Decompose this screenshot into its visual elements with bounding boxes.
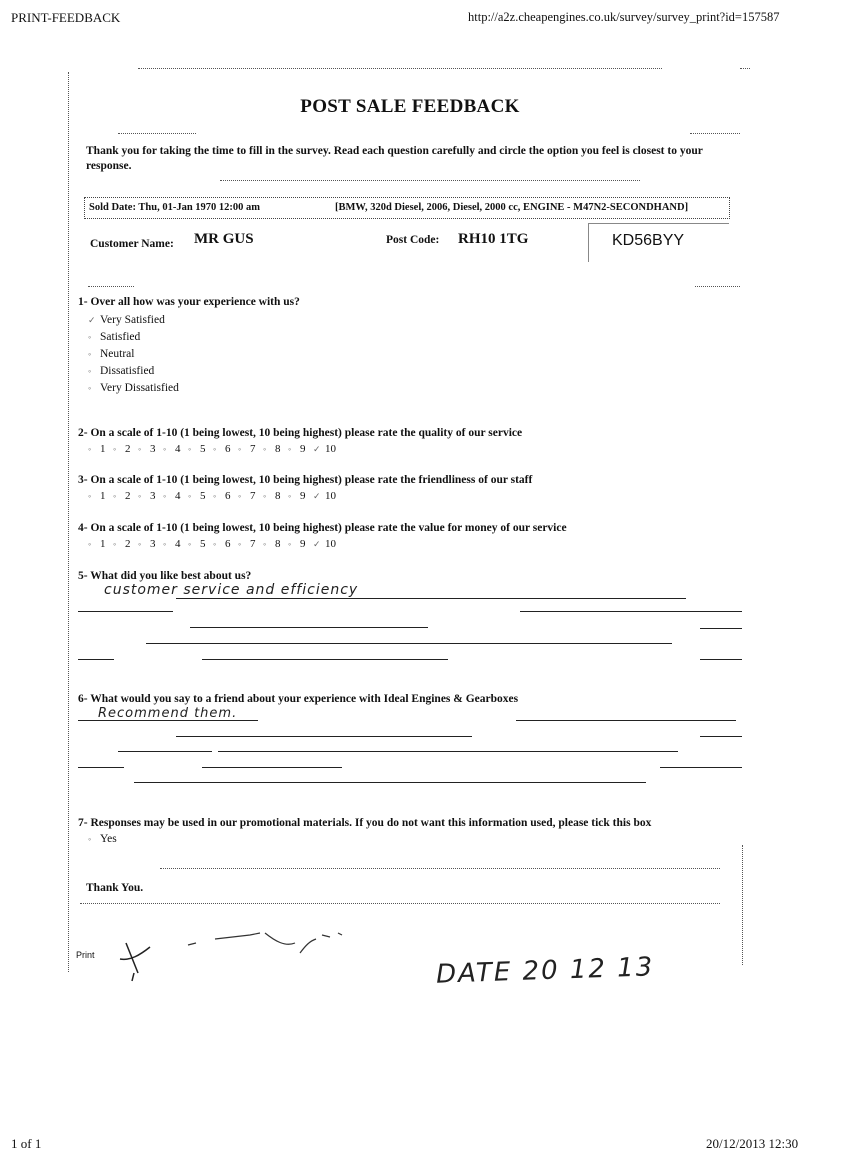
question-6-answer: Recommend them. xyxy=(98,706,238,721)
question-3: 3- On a scale of 1-10 (1 being lowest, 10 being highest) please rate the friendliness of our staff xyxy=(78,474,533,486)
scale-option-selected[interactable]: ✓ 10 xyxy=(313,538,336,550)
frame-right-bottom xyxy=(742,845,743,965)
scale-option[interactable]: ◦ 7 xyxy=(238,490,256,502)
scale-option[interactable]: ◦ 8 xyxy=(263,538,281,550)
scale-option[interactable]: ◦ 3 xyxy=(138,538,156,550)
frame-top-right xyxy=(740,68,750,69)
page-url: http://a2z.cheapengines.co.uk/survey/survey_print?id=157587 xyxy=(468,10,780,24)
scale-option[interactable]: ◦ 8 xyxy=(263,490,281,502)
rule-cust-a xyxy=(88,286,134,287)
scale-option[interactable]: ◦ 6 xyxy=(213,443,231,455)
scale-option[interactable]: ◦ 4 xyxy=(163,443,181,455)
q6-line-1b xyxy=(516,720,736,721)
scale-option[interactable]: ◦ 1 xyxy=(88,490,106,502)
frame-top xyxy=(138,68,662,69)
q5-line-2 xyxy=(190,627,428,628)
question-6: 6- What would you say to a friend about your experience with Ideal Engines & Gearboxes xyxy=(78,693,519,705)
scale-option[interactable]: ◦ 5 xyxy=(188,538,206,550)
q5-line-4a xyxy=(78,659,114,660)
rule-thanks xyxy=(80,903,720,904)
postcode-label: Post Code: xyxy=(386,234,440,246)
scale-option[interactable]: ◦ 7 xyxy=(238,538,256,550)
option-dissatisfied[interactable] xyxy=(88,363,179,380)
customer-name: MR GUS xyxy=(194,231,254,247)
radio-icon: ◦ xyxy=(88,332,92,342)
option-very-dissatisfied[interactable] xyxy=(88,380,179,397)
q6-line-2 xyxy=(176,736,472,737)
question-2: 2- On a scale of 1-10 (1 being lowest, 10 being highest) please rate the quality of our service xyxy=(78,427,523,439)
customer-row xyxy=(90,234,174,252)
intro-rule-b xyxy=(690,133,740,134)
q6-line-4b xyxy=(202,767,342,768)
postcode-value: RH10 1TG xyxy=(458,231,529,247)
option-label: Dissatisfied xyxy=(100,365,155,377)
question-5: 5- What did you like best about us? xyxy=(78,570,252,582)
q5-line-1b xyxy=(176,598,686,599)
scale-option[interactable]: ◦ 5 xyxy=(188,490,206,502)
q5-line-4c xyxy=(700,659,742,660)
q6-line-4c xyxy=(660,767,742,768)
scale-option[interactable]: ◦ 5 xyxy=(188,443,206,455)
q6-line-4a xyxy=(78,767,124,768)
scale-option[interactable]: ◦ 7 xyxy=(238,443,256,455)
question-4-scale xyxy=(88,538,338,550)
scale-option[interactable]: ◦ 4 xyxy=(163,490,181,502)
q5-line-1c xyxy=(520,611,742,612)
question-7-checkbox[interactable] xyxy=(88,833,117,845)
question-3-scale xyxy=(88,490,338,502)
option-label: Neutral xyxy=(100,348,135,360)
scale-option[interactable]: ◦ 4 xyxy=(163,538,181,550)
scale-option[interactable]: ◦ 9 xyxy=(288,538,306,550)
scale-option[interactable]: ◦ 9 xyxy=(288,490,306,502)
radio-icon: ◦ xyxy=(88,366,92,376)
option-label: Satisfied xyxy=(100,331,141,343)
question-4: 4- On a scale of 1-10 (1 being lowest, 10 being highest) please rate the value for money of our service xyxy=(78,522,567,534)
scale-option[interactable]: ◦ 3 xyxy=(138,443,156,455)
radio-icon: ◦ xyxy=(88,349,92,359)
scale-option-selected[interactable]: ✓ 10 xyxy=(313,443,336,455)
sold-date: Sold Date: Thu, 01-Jan 1970 12:00 am xyxy=(89,202,261,213)
intro-rule-c xyxy=(220,180,640,181)
page-title: POST SALE FEEDBACK xyxy=(300,96,520,117)
option-label: Very Satisfied xyxy=(100,314,165,326)
handwritten-signature xyxy=(110,925,370,985)
scale-option[interactable]: ◦ 6 xyxy=(213,490,231,502)
option-neutral[interactable] xyxy=(88,346,179,363)
q6-line-3a xyxy=(118,751,212,752)
q6-line-3b xyxy=(218,751,678,752)
frame-left xyxy=(68,72,69,972)
print-timestamp: 20/12/2013 12:30 xyxy=(706,1136,799,1151)
question-1-options xyxy=(88,312,179,397)
checkbox-icon: ◦ xyxy=(88,834,92,844)
scale-option[interactable]: ◦ 2 xyxy=(113,490,131,502)
checkbox-label: Yes xyxy=(100,833,117,845)
intro-text: Thank you for taking the time to fill in the survey. Read each question carefully and circle the option you feel is closest to your response. xyxy=(86,145,703,172)
question-2-scale xyxy=(88,443,338,455)
registration-plate: KD56BYY xyxy=(612,232,685,249)
scale-option[interactable]: ◦ 2 xyxy=(113,538,131,550)
question-1: 1- Over all how was your experience with us? xyxy=(78,296,300,308)
customer-label: Customer Name: xyxy=(90,238,174,250)
intro-rule-a xyxy=(118,133,196,134)
scale-option[interactable]: ◦ 6 xyxy=(213,538,231,550)
scale-option[interactable]: ◦ 1 xyxy=(88,538,106,550)
scale-option[interactable]: ◦ 8 xyxy=(263,443,281,455)
print-label: Print xyxy=(76,950,95,960)
rule-cust-b xyxy=(695,286,740,287)
scale-option[interactable]: ◦ 2 xyxy=(113,443,131,455)
scale-option[interactable]: ◦ 1 xyxy=(88,443,106,455)
q6-line-2b xyxy=(700,736,742,737)
q5-line-3 xyxy=(146,643,672,644)
q6-line-1a xyxy=(78,720,258,721)
q6-line-5 xyxy=(134,782,646,783)
scale-option-selected[interactable]: ✓ 10 xyxy=(313,490,336,502)
q5-line-1a xyxy=(78,611,173,612)
radio-icon: ◦ xyxy=(88,383,92,393)
scale-option[interactable]: ◦ 9 xyxy=(288,443,306,455)
page-count: 1 of 1 xyxy=(11,1136,42,1151)
radio-checked-icon: ✓ xyxy=(88,315,96,325)
scale-option[interactable]: ◦ 3 xyxy=(138,490,156,502)
q5-line-2b xyxy=(700,628,742,629)
q5-line-4b xyxy=(202,659,448,660)
option-very-satisfied[interactable] xyxy=(88,312,179,329)
rule-q7 xyxy=(160,868,720,869)
option-label: Very Dissatisfied xyxy=(100,382,179,394)
vehicle-details: [BMW, 320d Diesel, 2006, Diesel, 2000 cc, ENGINE - M47N2-SECONDHAND] xyxy=(335,202,689,213)
question-7: 7- Responses may be used in our promotional materials. If you do not want this information used, please tick this box xyxy=(78,817,652,829)
question-5-answer: customer service and efficiency xyxy=(104,582,359,598)
sold-info-box xyxy=(84,197,730,219)
option-satisfied[interactable] xyxy=(88,329,179,346)
handwritten-date: DATE 20 12 13 xyxy=(435,952,655,990)
thank-you-text: Thank You. xyxy=(86,882,144,894)
print-title: PRINT-FEEDBACK xyxy=(11,10,121,25)
